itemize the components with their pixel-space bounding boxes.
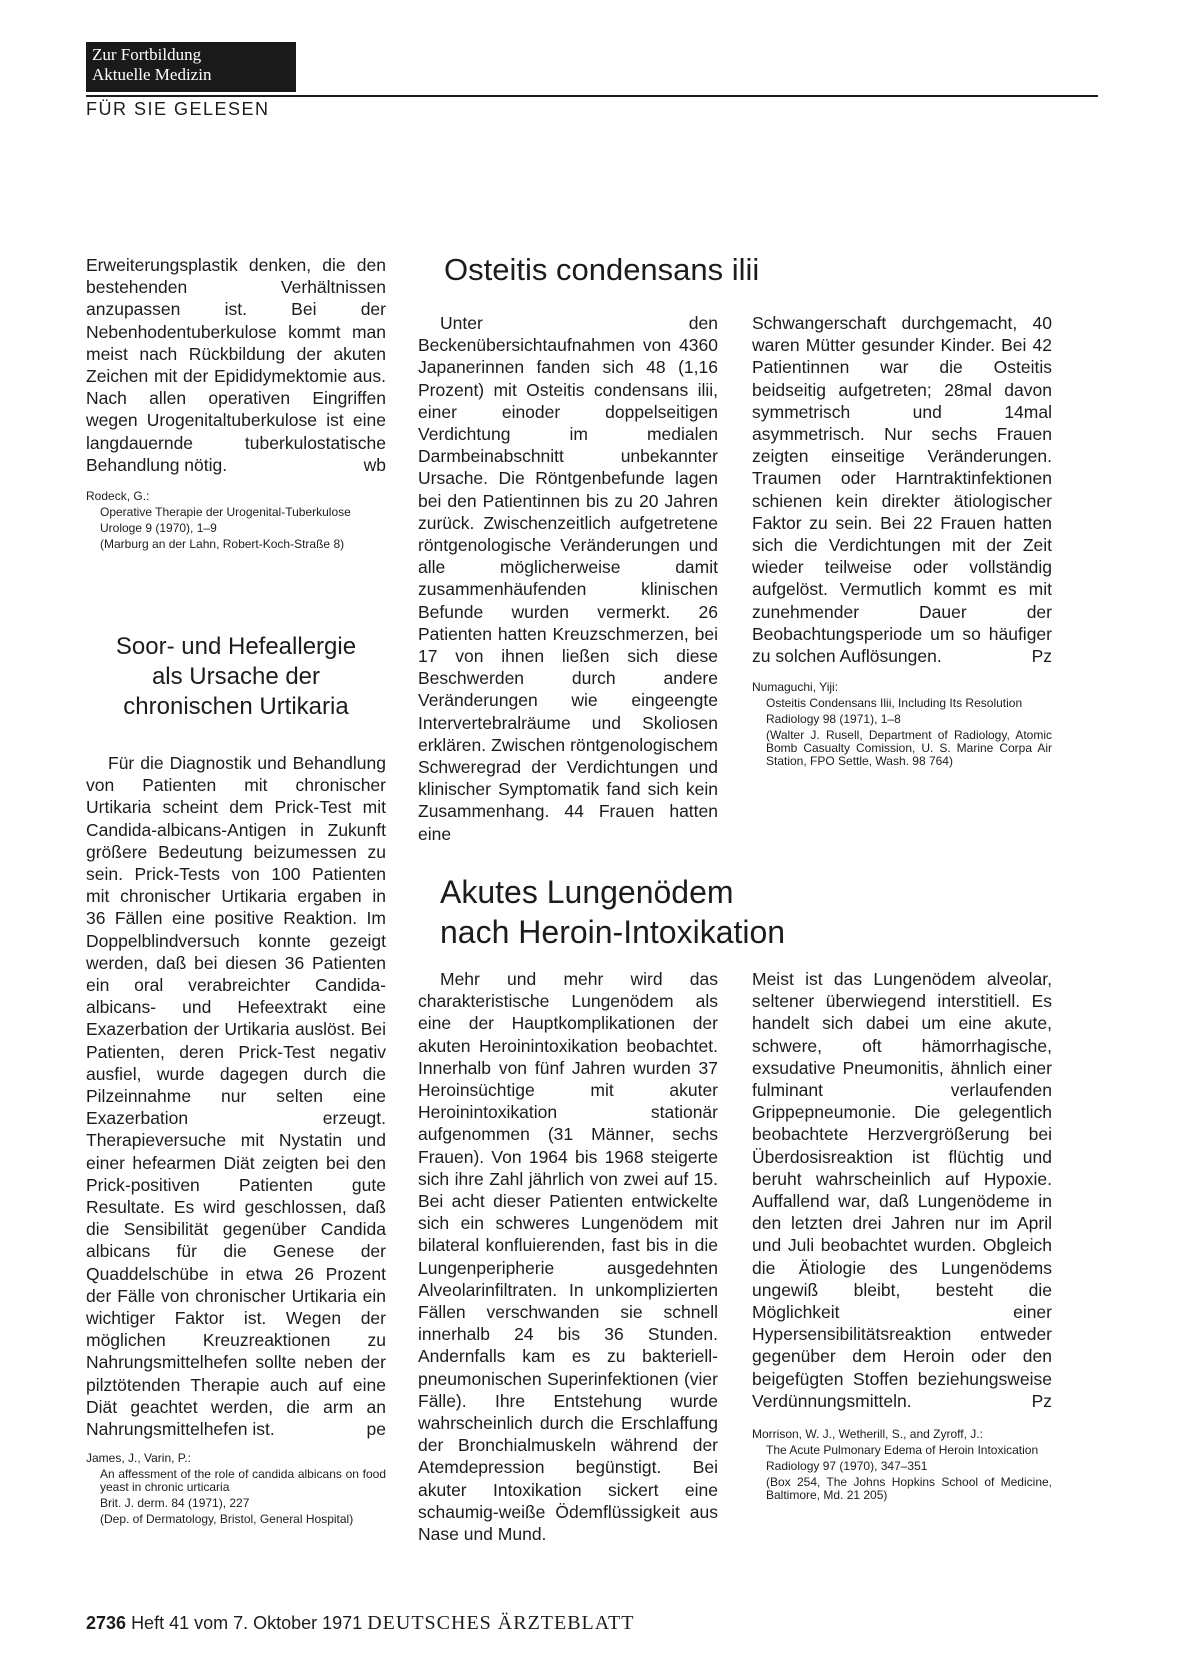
ref-journal: Radiology 97 (1970), 347–351 xyxy=(766,1459,928,1474)
article-reference xyxy=(86,1452,386,1526)
ref-author: James, J., Varin, P.: xyxy=(86,1451,191,1466)
ref-title: Osteitis Condensans Ilii, Including Its Resolution xyxy=(766,696,1023,711)
lungen-signature: Pz xyxy=(1031,1390,1052,1411)
lungen-body-1: Mehr und mehr wird das charakteristische Lungenödem als eine der Hauptkomplikationen der akuten Heroinintoxikation beobachtet. Innerhalb von fünf Jahren wurden 37 Heroinsüchtige mit akuter Heroinintoxikation stationär aufgenommen (31 Männer, sechs Frauen). Von 1964 bis 1968 steigerte sich ihre Zahl jährlich von zwei auf 15. Bei acht dieser Patienten entwickelte sich ein schweres Lungenödem mit bilateral konfluierenden, fast bis in die Lungenperipherie ausgedehnten Alveolarinfiltraten. In unkomplizierten Fällen verschwanden sie schnell innerhalb 24 bis 36 Stunden. Andernfalls kam es zu bakteriell-pneumonischen Superinfektionen (vier Fälle). Ihre Entstehung wurde wahrscheinlich durch die Erschlaffung der Bronchialmuskeln während der Atemdepression begünstigt. Bei akuter Intoxikation sickert eine schaumig-weiße Ödemflüssigkeit aus Nase und Mund. xyxy=(418,969,718,1545)
prev-article-reference xyxy=(86,490,386,551)
prev-article-signature: wb xyxy=(363,454,386,475)
osteitis-title: Osteitis condensans ilii xyxy=(444,252,760,287)
issue-info: Heft 41 vom 7. Oktober 1971 xyxy=(131,1613,363,1633)
osteitis-column-1 xyxy=(418,312,718,845)
ref-address: (Dep. of Dermatology, Bristol, General Hospital) xyxy=(100,1512,354,1527)
ref-title: The Acute Pulmonary Edema of Heroin Intoxication xyxy=(766,1443,1039,1458)
lungen-body-2: Meist ist das Lungenödem alveolar, seltener überwiegend interstitiell. Es handelt sich dabei um eine akute, schwere, oft hämorrhagische, exsudative Pneumonitis, ähnlich einer fulminant verlaufenden Grippepneumonie. Die gelegentlich beobachtete Herzvergrößerung bei Überdosisreaktion ist flüchtig und beruht wahrscheinlich auf Hypoxie. Auffallend war, daß Lungenödeme in den letzten drei Jahren nur im April und Juli beobachtet wurden. Obgleich die Ätiologie des Lungenödems ungewiß bleibt, besteht die Möglichkeit einer Hypersensibilitätsreaktion entweder gegenüber dem Heroin oder den beigefügten Stoffen beziehungsweise Verdünnungsmitteln. Pz xyxy=(752,969,1052,1411)
osteitis-column-2 xyxy=(752,312,1052,768)
section-badge xyxy=(86,42,296,92)
lungen-reference xyxy=(752,1428,1052,1502)
lungen-column-2 xyxy=(752,968,1052,1502)
article-body: Für die Diagnostik und Behandlung von Patienten mit chronischer Urtikaria scheint dem Prick-Test mit Candida-albicans-Antigen in Zukunft größere Bedeutung beizumessen zu sein. Prick-Tests von 100 Patienten mit chronischer Urtikaria ergaben in 36 Fällen eine positive Reaktion. Im Doppelblindversuch konnte gezeigt werden, daß bei diesen 36 Patienten ein oral verabreichter Candida-albicans- und Hefeextrakt eine Exazerbation der Urtikaria auslöst. Bei Patienten, deren Prick-Test negativ ausfiel, wurde dagegen durch die Pilzeinnahme nur selten eine Exazerbation erzeugt. Therapieversuche mit Nystatin und einer hefearmen Diät zeigten bei den Prick-positiven Patienten gute Resultate. Es wird geschlossen, daß die Sensibilität gegenüber Candida albicans für die Genese der Quaddelschübe in etwa 26 Prozent der Fälle von chronischer Urtikaria ein wichtiger Faktor ist. Wegen der möglichen Kreuzreaktionen zu Nahrungsmittelhefen sollte neben der pilztötenden Therapie auch auf eine Diät geachtet werden, die arm an Nahrungsmittelhefen ist. pe xyxy=(86,753,386,1440)
ref-title: An affessment of the role of candida albicans on food yeast in chronic urticaria xyxy=(100,1467,386,1495)
masthead: DEUTSCHES ÄRZTEBLATT xyxy=(367,1612,635,1634)
section-label: FÜR SIE GELESEN xyxy=(86,99,270,119)
ref-address: (Marburg an der Lahn, Robert-Koch-Straße 8) xyxy=(100,537,345,552)
ref-author: Rodeck, G.: xyxy=(86,489,150,504)
badge-line-2: Aktuelle Medizin xyxy=(92,65,212,84)
ref-author: Morrison, W. J., Wetherill, S., and Zyroff, J.: xyxy=(752,1427,983,1442)
lungen-title: Akutes Lungenödem nach Heroin-Intoxikation xyxy=(440,874,786,950)
ref-journal: Brit. J. derm. 84 (1971), 227 xyxy=(100,1496,250,1511)
article-signature: pe xyxy=(366,1419,386,1440)
header-rule xyxy=(86,95,1098,97)
badge-line-1: Zur Fortbildung xyxy=(92,45,202,64)
ref-title: Operative Therapie der Urogenital-Tuberkulose xyxy=(100,505,351,520)
osteitis-signature: Pz xyxy=(1031,646,1052,667)
osteitis-reference xyxy=(752,681,1052,768)
article-soor xyxy=(86,632,386,1526)
article-title: Soor- und Hefeallergie als Ursache der chronischen Urtikaria xyxy=(115,633,357,720)
ref-address: (Walter J. Rusell, Department of Radiology, Atomic Bomb Casualty Comission, U. S. Marine Corpa Air Station, FPO Settle, Wash. 98 764) xyxy=(766,728,1052,769)
page-footer xyxy=(86,1612,634,1635)
ref-journal: Radiology 98 (1971), 1–8 xyxy=(766,712,901,727)
column-left-top xyxy=(86,254,386,551)
prev-article-text: Erweiterungsplastik denken, die den bestehenden Verhältnissen anzupassen ist. Bei der Nebenhodentuberkulose kommt man meist nach Rückbildung der akuten Zeichen mit der Epididymektomie aus. Nach allen operativen Eingriffen wegen Urogenitaltuberkulose ist eine langdauernde tuberkulostatische Behandlung nötig. wb xyxy=(86,255,386,475)
osteitis-body-1: Unter den Beckenübersichtaufnahmen von 4360 Japanerinnen fanden sich 48 (1,16 Prozent) mit Osteitis condensans ilii, einer einoder doppelseitigen Verdichtung im medialen Darmbeinabschnitt unbekannter Ursache. Die Röntgenbefunde lagen bei den Patientinnen bis zu 20 Jahren zurück. Zwischenzeitlich aufgetretene röntgenologische Veränderungen und alle möglicherweise damit zusammenhäufenden klinischen Befunde wurden vermerkt. 26 Patienten hatten Kreuzschmerzen, bei 17 von ihnen ließen sich diese Beschwerden durch andere Veränderungen wie eingeengte Intervertebralräume und Skoliosen erklären. Zwischen röntgenologischem Schweregrad der Verdichtungen und klinischer Symptomatik fand sich kein Zusammenhang. 44 Frauen hatten eine xyxy=(418,313,718,844)
lungen-column-1 xyxy=(418,968,718,1545)
ref-address: (Box 254, The Johns Hopkins School of Medicine, Baltimore, Md. 21 205) xyxy=(766,1475,1052,1503)
ref-author: Numaguchi, Yiji: xyxy=(752,680,839,695)
osteitis-body-2: Schwangerschaft durchgemacht, 40 waren Mütter gesunder Kinder. Bei 42 Patientinnen war die Osteitis beidseitig aufgetreten; 28mal davon symmetrisch und 14mal asymmetrisch. Nur sechs Frauen zeigten einseitige Veränderungen. Traumen oder Harntraktinfektionen schienen kein direkter ätiologischer Faktor zu sein. Bei 22 Frauen hatten sich die Verdichtungen mit der Zeit wieder teilweise oder vollständig aufgelöst. Vermutlich kommt es mit zunehmender Dauer der Beobachtungsperiode um so häufiger zu solchen Auflösungen. Pz xyxy=(752,313,1052,667)
page-number: 2736 xyxy=(86,1613,127,1633)
ref-journal: Urologe 9 (1970), 1–9 xyxy=(100,521,217,536)
